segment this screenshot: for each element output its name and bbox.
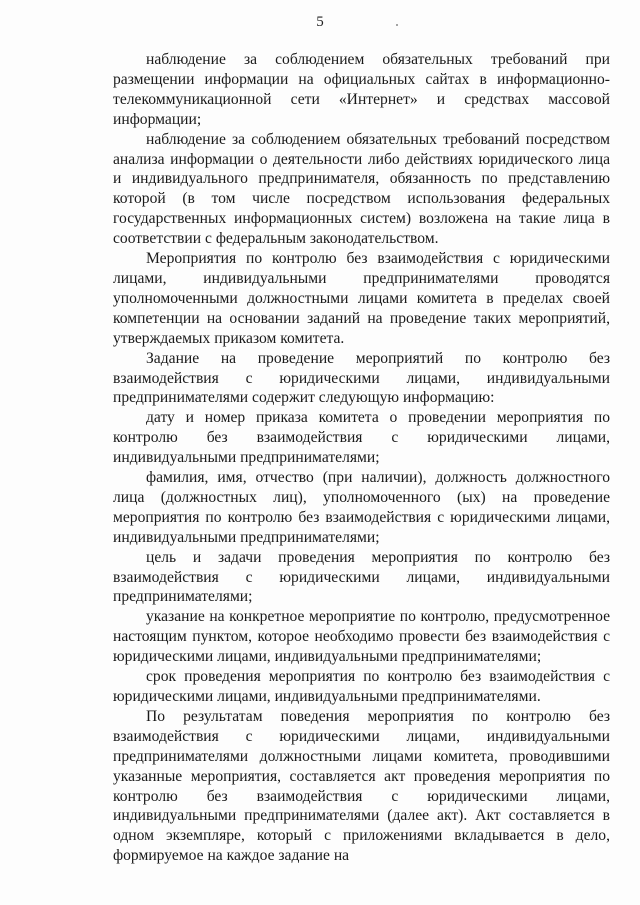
page-number: 5	[316, 14, 324, 30]
paragraph: фамилия, имя, отчество (при наличии), должность должностного лица (должностных лиц), уполномоченного (ых) на проведение мероприятия по контролю без взаимодействия с юридическими лицами, индивидуальными предпринимателями;	[113, 469, 610, 546]
paragraph: указание на конкретное мероприятие по контролю, предусмотренное настоящим пунктом, которое необходимо провести без взаимодействия с юридическими лицами, индивидуальными предпринимателями;	[113, 608, 610, 666]
paragraph: Мероприятия по контролю без взаимодействия с юридическими лицами, индивидуальными предпринимателями проводятся уполномоченными должностными лицами комитета в пределах своей компетенции на основании заданий на проведение таких мероприятий, утверждаемых приказом комитета.	[113, 250, 610, 347]
scan-speck	[396, 24, 398, 26]
paragraph: срок проведения мероприятия по контролю без взаимодействия с юридическими лицами, индивидуальными предпринимателями.	[113, 668, 610, 705]
paragraph: цель и задачи проведения мероприятия по контролю без взаимодействия с юридическими лицами, индивидуальными предпринимателями;	[113, 548, 610, 606]
document-body	[113, 50, 610, 866]
paragraph: По результатам поведения мероприятия по контролю без взаимодействия с юридическими лицами, индивидуальными предпринимателями должностными лицами комитета, проводившими указанные мероприятия, составляется акт проведения мероприятия по контролю без взаимодействия с юридическими лицами, индивидуальными предпринимателями (далее акт). Акт составляется в одном экземпляре, который с приложениями вкладывается в дело, формируемое на каждое задание на	[113, 707, 610, 865]
paragraph: дату и номер приказа комитета о проведении мероприятия по контролю без взаимодействия с юридическими лицами, индивидуальными предпринимателями;	[113, 409, 610, 467]
paragraph: наблюдение за соблюдением обязательных требований при размещении информации на официальных сайтах в информационно-телекоммуникационной сети «Интернет» и средствах массовой информации;	[113, 51, 610, 128]
paragraph: наблюдение за соблюдением обязательных требований посредством анализа информации о деятельности либо действиях юридического лица и индивидуального предпринимателя, обязанность по представлению которой (в том числе посредством использования федеральных государственных информационных систем) возложена на такие лица в соответствии с федеральным законодательством.	[113, 130, 610, 248]
paragraph: Задание на проведение мероприятий по контролю без взаимодействия с юридическими лицами, индивидуальными предпринимателями содержит следующую информацию:	[113, 349, 610, 407]
